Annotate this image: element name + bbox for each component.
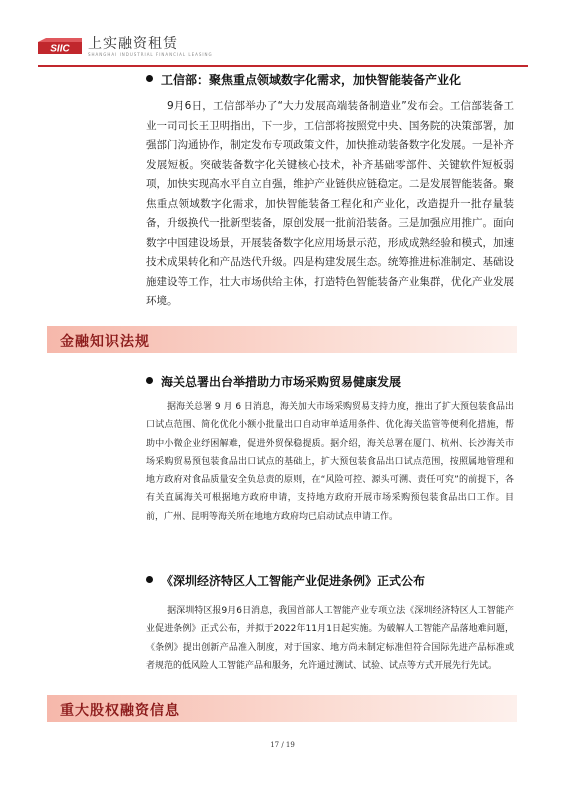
brand-name-en: SHANGHAI INDUSTRIAL FINANCIAL LEASING (88, 52, 213, 57)
bullet-icon (146, 75, 153, 82)
news-heading-miit: 工信部：聚焦重点领域数字化需求，加快智能装备产业化 (146, 72, 526, 88)
section-bar-finance (47, 326, 517, 353)
bullet-icon (146, 377, 153, 384)
news-body-customs: 据海关总署 9 月 6 日消息，海关加大市场采购贸易支持力度，推出了扩大预包装食品出口试点范围、简化优化小额小批量出口自动审单适用条件、优化海关监管等便利化措施，帮助中小微企业纾困解难，促进外贸保稳提质。据介绍，海关总署在厦门、杭州、长沙海关市场采购贸易预包装食品出口试点的基础上，扩大预包装食品出口试点范围，按照属地管理和地方政府对食品质量安全负总责的原则，在“风险可控、源头可溯、责任可究”的前提下，各有关直属海关可根据地方政府申请，支持地方政府开展市场采购预包装食品出口工作。目前，广州、昆明等海关所在地地方政府均已启动试点申请工作。 (146, 402, 514, 522)
brand-name-cn: 上实融资租赁 (88, 36, 178, 52)
news-body-miit: 9月6日，工信部举办了“大力发展高端装备制造业”发布会。工信部装备工业一司司长王卫明指出，下一步，工信部将按照党中央、国务院的决策部署，加强部门沟通协作，制定发布专项政策文件，加快推动装备数字化发展。一是补齐发展短板。突破装备数字化关键核心技术，补齐基础零部件、关键软件短板弱项，加快实现高水平自立自强，维护产业链供应链稳定。二是发展智能装备。聚焦重点领域数字化需求，加快智能装备工程化和产业化，改造提升一批存量装备，升级换代一批新型装备，原创发展一批前沿装备。三是加强应用推广。面向数字中国建设场景，开展装备数字化应用场景示范，形成成熟经验和模式，加速技术成果转化和产品迭代升级。四是构建发展生态。统筹推进标准制定、基础设施建设等工作，壮大市场供给主体，打造特色智能装备产业集群，优化产业发展环境。 (146, 100, 514, 307)
section-title-equity: 重大股权融资信息 (60, 703, 180, 719)
news-heading-customs: 海关总署出台举措助力市场采购贸易健康发展 (146, 374, 526, 390)
siic-logo-icon (38, 36, 82, 58)
svg-text:SIIC: SIIC (50, 43, 70, 55)
company-logo (38, 36, 213, 58)
page-number: 17 / 19 (270, 741, 295, 749)
section-bar-equity (47, 695, 517, 722)
section-title-finance: 金融知识法规 (60, 334, 150, 350)
page-header (38, 36, 528, 66)
news-heading-shenzhen-ai: 《深圳经济特区人工智能产业促进条例》正式公布 (146, 573, 526, 589)
bullet-icon (146, 576, 153, 583)
news-body-shenzhen-ai: 据深圳特区报9月6日消息，我国首部人工智能产业专项立法《深圳经济特区人工智能产业促进条例》正式公布，并拟于2022年11月1日起实施。为破解人工智能产品落地难问题，《条例》提出创新产品准入制度，对于国家、地方尚未制定标准但符合国际先进产品标准或者规范的低风险人工智能产品和服务，允许通过测试、试验、试点等方式开展先行先试。 (146, 606, 514, 671)
header-divider (38, 65, 528, 67)
